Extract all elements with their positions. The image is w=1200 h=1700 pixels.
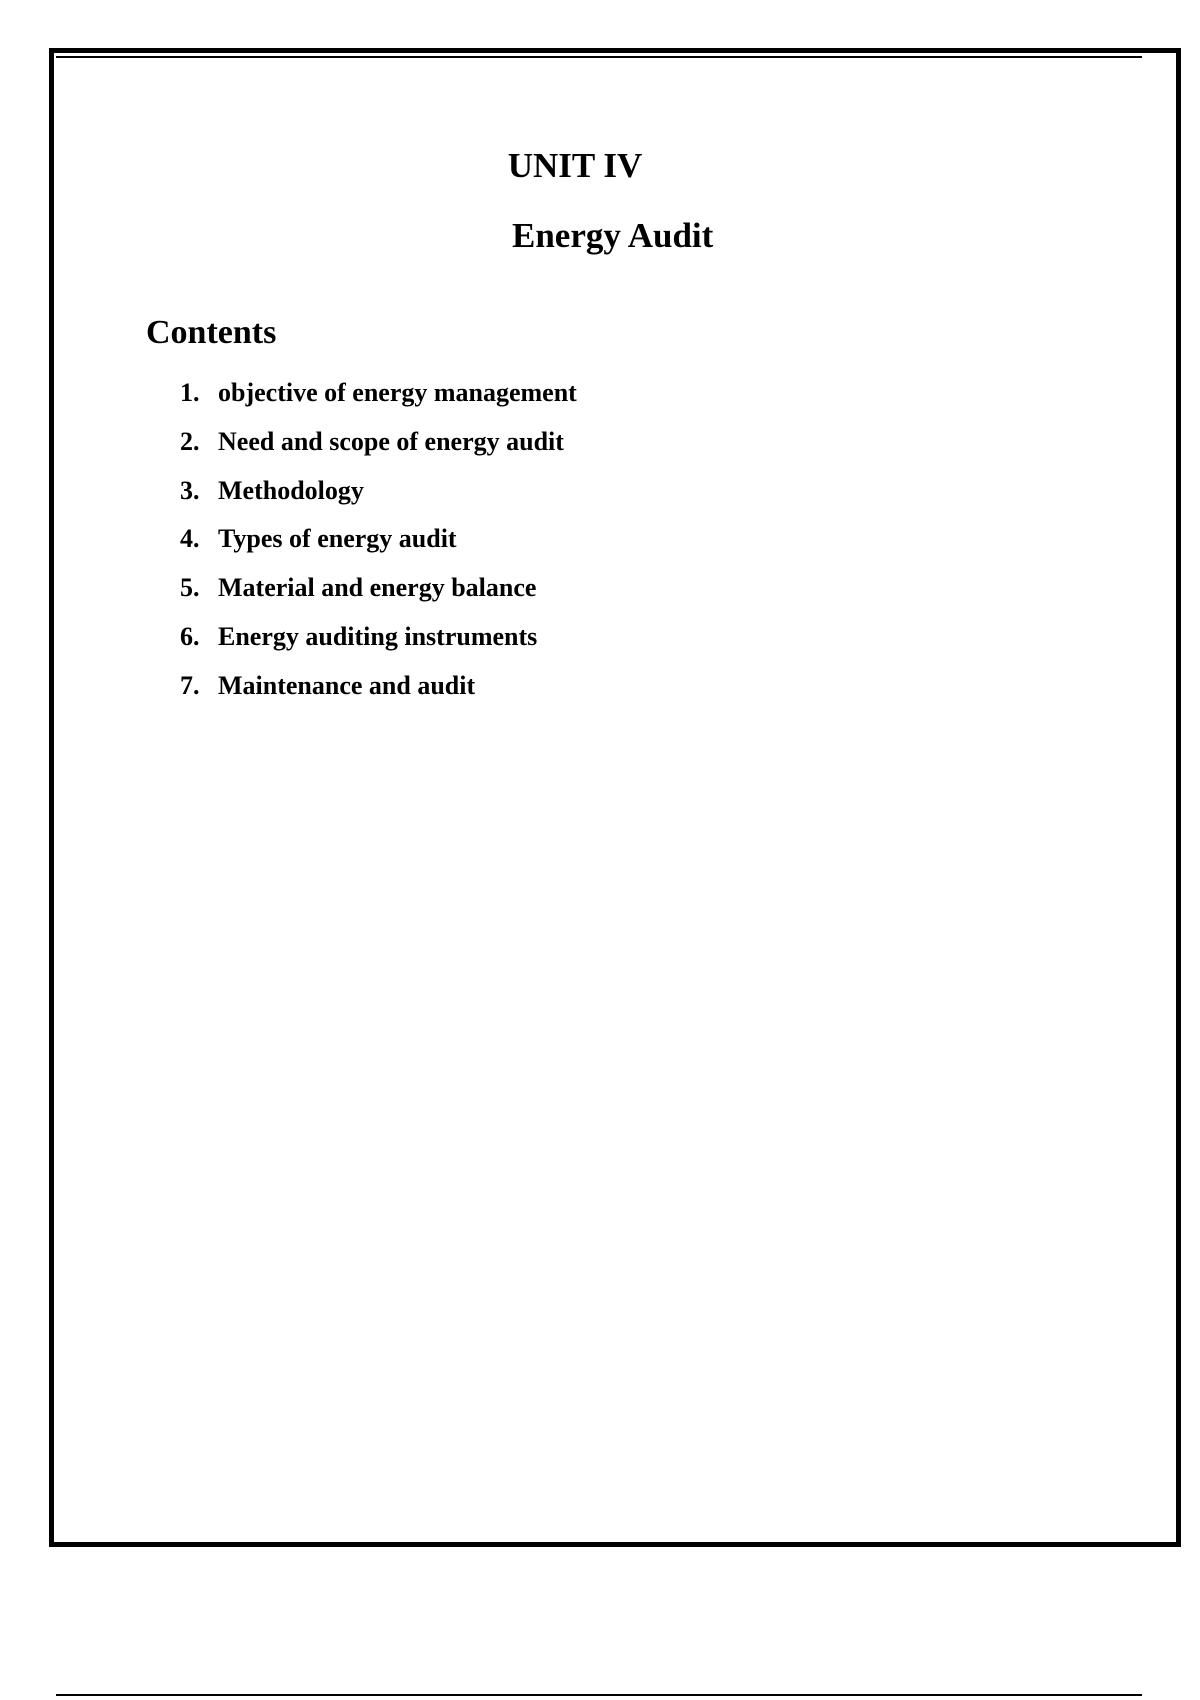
contents-item-number: 1.: [180, 378, 200, 407]
contents-item-number: 5.: [180, 573, 200, 603]
contents-item: [180, 376, 577, 425]
contents-item-label: Types of energy audit: [218, 524, 457, 554]
contents-item-label: objective of energy management: [218, 378, 577, 407]
contents-item-label: Material and energy balance: [218, 573, 537, 603]
contents-item: [180, 571, 577, 620]
contents-item-number: 4.: [180, 524, 200, 554]
contents-item: [180, 522, 577, 571]
top-rule: [56, 56, 1142, 58]
contents-list: [180, 376, 577, 718]
page-border: [49, 48, 1181, 1547]
contents-item-label: Need and scope of energy audit: [218, 426, 564, 456]
contents-item-label: Energy auditing instruments: [218, 621, 538, 651]
contents-item-number: 2.: [180, 426, 200, 456]
contents-item-number: 7.: [180, 670, 200, 700]
contents-item-number: 3.: [180, 475, 200, 505]
unit-subtitle: Energy Audit: [512, 216, 714, 255]
contents-item: [180, 620, 577, 669]
contents-item-label: Maintenance and audit: [218, 670, 476, 700]
contents-item: [180, 425, 577, 474]
contents-item-label: Methodology: [218, 475, 364, 505]
footer-rule: [56, 1694, 1142, 1696]
contents-item: [180, 474, 577, 523]
contents-item-number: 6.: [180, 621, 200, 651]
unit-title: UNIT IV: [507, 146, 643, 185]
contents-item: [180, 669, 577, 718]
contents-heading: Contents: [146, 314, 277, 351]
